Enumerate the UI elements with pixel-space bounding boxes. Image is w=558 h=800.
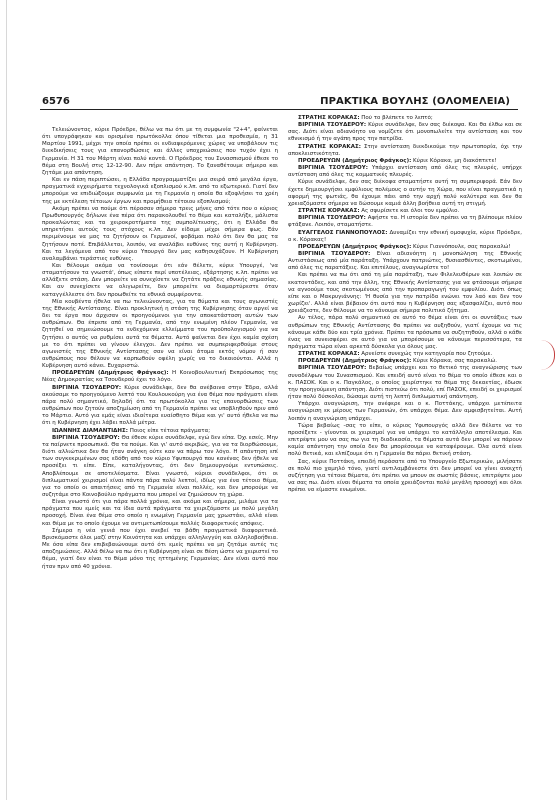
paragraph <box>288 230 522 244</box>
speech-text: Μία κουβέντα ήθελα να πω τελειώνοντας, για τα θύματα και τους αγωνιστές της Εθνικής Αντίστασης. Είναι προκλητική η στάση της Κυβέρνησης όταν αργεί να δει τα έργα που άρχισαν οι προηγούμενοι για την αποκατάσταση αυτών των ανθρώπων. Θα έπρεπε από τη Γερμανία, από την ενωμένη πλέον Γερμανία, να ζητηθεί να σημειώσουμε τα ενδεχόμενα ελλείμματα του προϋπολογισμού για να ζητήσει ο αυτός να ρυθμίσει αυτά τα θέματα. Αυτό φαίνεται δεν έχει καμία σχέση με το ότι πρέπει να γίνουν έλεγχοι. Δεν πρέπει να συμπεριφερθούμε στους αγωνιστές της Εθνικής Αντίστασης σαν να είναι άτομα εκτός νόμου ή σαν ανθρώπους που θέλουν να καρπωθούν οφέλη χωρίς να το δικαιούνται. Αλλά η Κυβέρνηση αυτό κάνει. Ευχαριστώ. <box>42 298 278 370</box>
paragraph <box>288 251 522 272</box>
header-rule <box>40 109 518 110</box>
speech-text: Σας, κύριε Ποττάκη, επειδή περάσατε από το Υπουργείο Εξωτερικών, μιλήσατε σε πολύ πιο χαμηλό τόνο, γιατί αντιλαμβάνεστε ότι δεν μπορεί να γίνει ανοιχτή συζήτηση για τέτοια θέματα, ότι πρέπει να μπουν σε σωστές βάσεις, επιτρέψτε μου να σας πω. Διότι είναι θέματα τα οποία χρειάζονται πολύ μεγάλη προσοχή και όλοι πρέπει να είμαστε ενωμένοι. <box>288 458 522 494</box>
paragraph <box>288 315 522 351</box>
speech-text: Η Κοινοβουλευτική Εκπρόσωπος της Νέας Δημοκρατίας κα Τσουδερού έχει το λόγο. <box>42 370 278 384</box>
paragraph <box>42 127 278 177</box>
paragraph <box>288 215 522 229</box>
speech-text: Και θέλουμε ακόμα να τονίσουμε ότι εάν θέλετε, κύριε Υπουργέ, 'να σταματήσουν τα γνωστά', όπως είπατε περί υποτέλειας, εξάρτησης κ.λπ. πρέπει να αλλάξετε στάση. Δεν μπορείτε να συνεχίσετε να ζητάτε πράξεις εθνικής σημασίας. Και αν συνεχίσετε να ολιγωρείτε, δεν μπορείτε να διαμαρτύρεστε όταν καταγγέλλεστε ότι δεν προωθείτε τα εθνικά συμφέροντα. <box>42 262 278 298</box>
speech-text: Θα έθεσε κύριε συνάδελφε, εγώ δεν είπα. Όχι εσείς. Μην τα παίρνετε προσωπικά. Θα τα πούμε. Και γι' αυτό ακριβώς, για να τα διορθώσουμε, διότι αλλιώτικα δεν θα ήταν ανάγκη ούτε καν να πάρω τον λόγο. Η απάντηση επί των συγκεκριμένων σας εδόθη από τον κύριο Υφυπουργό που κανένας δεν ήθελε να προσέξει τι είπε. Είπε, καταλήγοντας, ότι δεν δημιουργούμε εντυπώσεις. Αποβλέπουμε σε αποτελέσματα. Είναι γνωστό, κύριοι συνάδελφοι, ότι οι διπλωματικοί χειρισμοί είναι πάντα πάρα πολύ λεπτοί, ιδίως για ένα τέτοιο θέμα, για το οποίο οι απαιτήσεις από τη Γερμανία είναι πολλές, και δεν μπορούμε να συζητάμε στο Κοινοβούλιο πράγματα που μπορεί να ζημιώσουν τη χώρα. <box>42 434 278 498</box>
speaker-name: ΒΙΡΓΙΝΙΑ ΤΣΟΥΔΕΡΟΥ: <box>52 434 120 441</box>
speech-text: Σήμερα η νέα γενιά που έχει ανεβεί τα βάθη πραγματικά διαφορετικά. Βρισκόμαστε όλοι μαζί στην Κοινότητα και υπάρχει αλληλεγγύη και αλληλοβοήθεια. Με όσα είπα δεν επιβεβαιώνουμε αυτό ότι εμείς πρέπει να μη ζητάμε αυτές τις αποζημιώσεις. Αλλά θέλω να πω ότι η Κυβέρνηση είναι σε θέση ώστε να χειριστεί το θέμα, γιατί δεν είναι το θέμα μόνο της ηττημένης Γερμανίας. Δεν είναι αυτό που ήταν πριν από 40 χρόνια. <box>42 527 278 570</box>
paragraph <box>288 144 522 158</box>
paragraph <box>288 423 522 459</box>
paragraph <box>42 528 278 571</box>
paragraph <box>42 299 278 371</box>
speaker-name: ΠΡΟΕΔΡΕΥΩΝ (Δημήτριος Φράγκος): <box>298 358 412 365</box>
paragraph <box>42 428 278 435</box>
paragraph <box>288 365 522 401</box>
paragraph <box>42 435 278 499</box>
speaker-name: ΠΡΟΕΔΡΕΥΩΝ (Δημήτριος Φράγκος): <box>52 370 169 377</box>
paragraph <box>42 370 278 384</box>
paragraph <box>288 244 522 251</box>
speech-text: Κύριε Κόρακα, μη διακόπτετε! <box>413 157 497 164</box>
speech-text: Και εν πάση περιπτώσει, η Ελλάδα προγραμματίζει μια σειρά από μεγάλα έργα, πραγματικά εγχειρήματα τεχνολογικά εξοπλισμού κ.λπ. από το εξωτερικό. Γιατί δεν μπορούμε να επιδιώξουμε συμφωνία με τη Γερμανία η οποία θα εξοφλήσει τα χρέη της με εκτέλεση τέτοιων έργων και προμήθεια τέτοιου εξοπλισμού; <box>42 177 278 205</box>
speaker-name: ΒΙΡΓΙΝΙΑ ΤΣΟΥΔΕΡΟΥ: <box>52 384 122 391</box>
speech-text: Αρνείστε συνεχώς την κατηγορία που ζητούμε. <box>361 351 493 358</box>
left-column <box>42 115 278 783</box>
speech-text: Κύριε Κόρακα, σας παρακαλώ. <box>413 358 497 365</box>
paragraph <box>42 499 278 528</box>
speech-text: Τώρα βεβαίως -σας το είπε, ο κύριος Υφυπουργός αλλά δεν θέλατε να το προσέξετε - γίνονται οι χειρισμοί για να υπάρχει το κατάλληλο αποτέλεσμα. Και επιτρέψτε μου να σας πω για τη διαδικασία, τα θέματα αυτά δεν μπορεί να πάρουν καμία απάντηση την οποία δεν θα μπορέσουμε να καταφέρουμε. Όλα αυτά είναι πολύ θετικά, και ελπίζουμε ότι η Γερμανία θα πάρει θετική στάση. <box>288 422 522 458</box>
speech-text: Είναι αδιανόητη η μονοπώληση της Εθνικής Αντιστάσεως από μία παράταξη. Υπάρχουν πατριώτες, θυσιασθέντες, σκοτωμένοι, από όλες τις παρατάξεις. Και επιτέλους, αναγνωρίστε το! <box>288 250 522 272</box>
speech-text: Κύριε Γιαννόπουλε, σας παρακαλώ! <box>413 243 511 250</box>
speech-text: Είναι γνωστό ότι για πάρα πολλά χρόνια, και ακόμα και σήμερα, μιλάμε για τα πράγματα που εμείς και τα ίδια αυτά πράγματα τα χειριζόμαστε με πολύ μεγάλη προσοχή. Είναι ένα θέμα στο οποίο η ενωμένη Γερμανία μας χρωστάει, αλλά είναι και θέμα με το οποίο έχουμε να αντιμετωπίσουμε πολλές διαφορετικές απόψεις. <box>42 499 278 527</box>
paragraph <box>42 177 278 206</box>
speech-text: Ακόμη πρέπει να πούμε ότι πέρασαν σήμερα τρεις μήνες από τότε που ο κύριος Πρωθυπουργός δήλωνε ένα πέρα ότι παρακολουθεί το θέμα και καταλήξε, μάλιστα προκαλώντας και τα χειροκροτήματα της συμπολίτευσης, ότι η Ελλάδα θα υπηρετήσει αυτούς τους στόχους κ.λπ. Δεν είδαμε μέχρι σήμερα φως. Εάν περιμένουμε να μας τα ζητήσουν οι Γερμανοί, φοβάμαι πολύ ότι δεν θα μας τα ζητήσουν ποτέ. Επιβάλλεται, λοιπόν, να αναλάβει ευθύνες της αυτή η Κυβέρνηση. Και τα λεγόμενα από τον κύριο Υπουργό δεν μας καθησυχάζουν. Η Κυβέρνηση αναλαμβάνει τεράστιες ευθύνες. <box>42 205 278 262</box>
speech-text: Αφήστε τα. Η ιστορία δεν πρέπει να τη βλέπουμε πλέον φτάξανε. Λοιπόν, σταματήστε. <box>288 215 522 229</box>
running-head: ΠΡΑΚΤΙΚΑ ΒΟΥΛΗΣ (ΟΛΟΜΕΛΕΙΑ) <box>320 96 510 107</box>
speaker-name: ΙΩΑΝΝΗΣ ΔΙΑΜΑΝΤΙΔΗΣ: <box>52 427 128 434</box>
speaker-name: ΒΙΡΓΙΝΙΑ ΤΣΟΥΔΕΡΟΥ: <box>298 215 366 222</box>
speech-text: Αν τέλος, πάρα πολύ σημαντικό σε αυτό το θέμα είναι ότι οι συντάξεις των ανθρώπων της Εθνικής Αντίστασης θα πρέπει να αυξηθούν, γιατί έχουμε να τις κάνουμε κάθε δύο και τρία χρόνια. Πρέπει τα πρόσωπα να συζητηθούν, αλλά ο κάθε ένας να συνεισφέρει σε αυτό για να μπορέσουμε να κάνουμε περισσότερα, τα πράγματα τώρα είναι αρκετά δύσκολα για όλους μας. <box>288 315 522 350</box>
speaker-name: ΣΤΡΑΤΗΣ ΚΟΡΑΚΑΣ: <box>298 351 360 358</box>
speech-text: Στην αντίσταση διεκδικούμε την πρωτοπορία, όχι την αποκλειστικότητα. <box>288 143 522 157</box>
paragraph <box>288 272 522 315</box>
speech-text: Κύριε συνάδελφε, δεν θα ανέβαινα στην Έδρα, αλλά ακούσαμε το προηγούμενο λεπτό του Κουλουκούρη για ένα θέμα που πράγματι είναι πάρα πολύ σημαντικό, δηλαδή ότι τα πρωτόκολλα για τις επανορθώσεις των ανθρώπων που ζητούν αποζημίωση από τη Γερμανία πρέπει να υποβληθούν πριν από το Μάρτιο. Αυτό για εμάς είναι ιδιαίτερα ευαίσθητο θέμα και γι' αυτό ήθελα να πω ότι η Κυβέρνηση έχει λάβει πολλά μέτρα. <box>42 384 278 427</box>
speaker-name: ΣΤΡΑΤΗΣ ΚΟΡΑΚΑΣ: <box>298 208 360 215</box>
speaker-name: ΕΥΑΓΓΕΛΟΣ ΓΙΑΝΝΟΠΟΥΛΟΣ: <box>298 229 388 236</box>
speech-text: Πού το βλέπετε το λεπτό; <box>361 115 433 121</box>
speech-text: Κύριε συνάδελφε, δεν σας διέκοψα σταματήστε αυτή τη συμπεριφορά. Εάν δεν έχετε δημιουργήσει εμφύλιους πολέμους ο αυτήν τη Χώρα, που είναι πραγματικά η αφορμή της φωτιάς, θα έχουμε πάει από την αρχή πολύ καλύτερα και δεν θα χρειαζόμαστε σήμερα να δώσουμε καμιά άλλη βοήθεια αυτή τη στιγμή. <box>288 179 522 207</box>
handwritten-margin-mark <box>540 340 555 370</box>
speaker-name: ΠΡΟΕΔΡΕΥΩΝ (Δημήτριος Φράγκος): <box>298 157 412 164</box>
speaker-name: ΒΙΡΓΙΝΙΑ ΤΣΟΥΔΕΡΟΥ: <box>298 365 367 372</box>
paragraph <box>288 459 522 495</box>
speech-text: Υπάρχει αντίσταση από όλες τις πλευρές, υπήρχε αντίσταση από όλες τις κομματικές πλευρές. <box>288 165 522 179</box>
speech-text: Τελειώνοντας, κύριε Πρόεδρε, θέλω να πω ότι με τη συμφωνία "2+4", φαίνεται ότι υπογράφηκαν και ορισμένα πρωτόκολλα όπου τίθεται μια προθεσμία, η 31 Μαρτίου 1991, μέχρι την οποία πρέπει οι ενδιαφερόμενες χώρες να υποβάλουν τις διεκδικήσεις τους για επανορθώσεις και άλλες υποχρεώσεις που τυχόν έχει η Γερμανία. Η 31 του Μάρτη είναι πολύ κοντά. Ο Πρόεδρος του Συνασπισμού έθεσε το θέμα στη Βουλή στις 12-12-90. Δεν πήρε απάντηση. Το ξαναθέτουμε σήμερα και ζητάμε μια απάντηση. <box>42 127 278 176</box>
paragraph <box>42 206 278 263</box>
paragraph <box>42 385 278 428</box>
paragraph <box>288 179 522 208</box>
speech-text: Δυναμίζει την εθνική ομοψυχία, κύριε Πρόεδρε, ο κ. Κόρακας! <box>288 229 522 243</box>
speech-text: Ποιος είπε τέτοια πράγματα; <box>129 427 211 434</box>
paragraph <box>288 122 522 143</box>
speaker-name: ΣΤΡΑΤΗΣ ΚΟΡΑΚΑΣ: <box>298 143 361 150</box>
paragraph <box>288 401 522 422</box>
speaker-name: ΒΙΡΓΙΝΙΑ ΤΣΟΥΔΕΡΟΥ: <box>298 122 367 129</box>
paragraph <box>42 263 278 299</box>
right-column <box>288 115 522 783</box>
page-number: 6576 <box>42 96 70 107</box>
speech-text: Ας σφυρίσετε και όλοι τον εμφύλιο. <box>361 208 460 215</box>
speaker-name: ΣΤΡΑΤΗΣ ΚΟΡΑΚΑΣ: <box>298 115 360 121</box>
paragraph <box>288 165 522 179</box>
speech-text: Υπάρχει αναγνώριση, την ανέφερε και ο κ. Ποττάκης, υπάρχει μετέπειτα αναγνώριση εκ μέρους των Γερμανών, ότι υπάρχει θέμα. Δεν αμφισβητείται. Αυτή λοιπόν η αναγνώριση υπάρχει. <box>288 401 522 422</box>
speech-text: Κύριε συνάδελφε, δεν σας διέκοψα. Και θα έλθω και σε σας. Διότι είναι αδιανόητο να νομίζετε ότι μονοπωλείτε την αντίσταση και τον εθνικισμό ή την αγάπη προς την πατρίδα. <box>288 122 522 143</box>
speech-text: Βεβαίως υπάρχει και το θετικό της αναγνώρισης των συναδέλφων του Συνασπισμού. Και επειδή αυτό είναι το θέμα το οποίο έθεσε και ο κ. ΠΑΣΟΚ. Και ο κ. Παγκάλος, ο οποίος χειρίστηκε το θέμα της δεκαετίας, έδωσε την προηγούμενη απάντηση. Διότι πιστεύω ότι πολύ, επί ΠΑΣΟΚ, επειδή οι χειρισμοί ήταν πολύ δύσκολοι, δώσαμε αυτή τη λεπτή διπλωματική απάντηση. <box>288 365 522 401</box>
speech-text: Και πρέπει να πω ότι από τη μία παράταξη, των Φιλελευθέρων και λοιπών σε εκατοντάδες, και από την άλλη, της Εθνικής Αντίστασης για να φτάσουμε σήμερα να αγνοούμε τους σκοτωμένους από την προπαραγωγή του εμφυλίου. Διότι όπως είπε και ο Μακρυγιάννης: 'Η θυσία για την πατρίδα ενώνει τον λαό και δεν τον χωρίζει'. Αλλά είναι βέβαιον ότι αυτό που η Κυβέρνηση σας εξασφαλίζει, αυτό που χρειάζεστε, δεν θέλουμε να το κάνουμε σήμερα πολιτικό ζήτημα. <box>288 272 522 315</box>
speaker-name: ΠΡΟΕΔΡΕΥΩΝ (Δημήτριος Φράγκος): <box>298 243 412 250</box>
speaker-name: ΒΙΡΓΙΝΙΑ ΤΣΟΥΔΕΡΟΥ: <box>298 165 368 172</box>
scan-edge <box>6 0 7 800</box>
speaker-name: ΒΙΡΓΙΝΙΑ ΤΣΟΥΔΕΡΟΥ: <box>298 250 371 257</box>
